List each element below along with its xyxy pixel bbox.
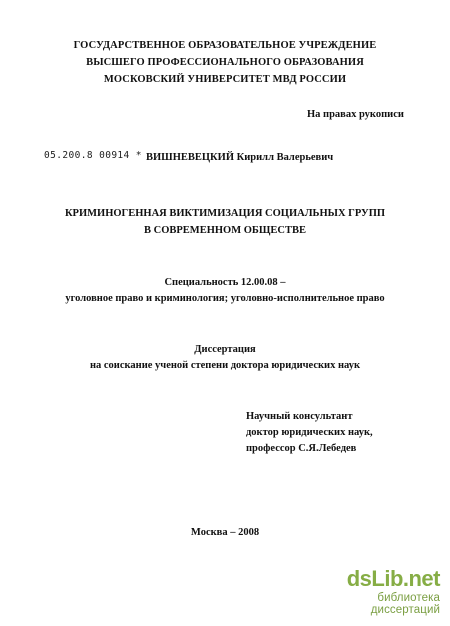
dslib-watermark [320, 568, 440, 616]
dissertation-label: Диссертация [194, 344, 256, 355]
watermark-logo: dsLib.net [346, 566, 440, 591]
consultant-degree: доктор юридических наук, [246, 427, 373, 438]
city-and-year: Москва – 2008 [190, 527, 260, 538]
institution-line-1: ГОСУДАРСТВЕННОЕ ОБРАЗОВАТЕЛЬНОЕ УЧРЕЖДЕНИЕ [73, 40, 377, 51]
dissertation-title-line-1: КРИМИНОГЕННАЯ ВИКТИМИЗАЦИЯ СОЦИАЛЬНЫХ ГРУПП [64, 208, 386, 219]
specialty-code: Специальность 12.00.08 – [164, 277, 286, 288]
institution-line-2: ВЫСШЕГО ПРОФЕССИОНАЛЬНОГО ОБРАЗОВАНИЯ [86, 57, 364, 68]
institution-line-3: МОСКОВСКИЙ УНИВЕРСИТЕТ МВД РОССИИ [103, 74, 347, 85]
manuscript-rights-label: На правах рукописи [307, 109, 404, 120]
degree-sought: на соискание ученой степени доктора юридических наук [89, 360, 361, 371]
consultant-name: профессор С.Я.Лебедев [246, 443, 357, 454]
author-name: ВИШНЕВЕЦКИЙ Кирилл Валерьевич [146, 152, 334, 163]
watermark-subtitle: библиотека диссертаций [370, 592, 440, 616]
specialty-description: уголовное право и криминология; уголовно-исполнительное право [65, 293, 385, 304]
consultant-label: Научный консультант [246, 411, 353, 422]
dissertation-title-line-2: В СОВРЕМЕННОМ ОБЩЕСТВЕ [144, 225, 306, 236]
library-stamp-number: 05.200.8 00914 * [44, 150, 142, 161]
